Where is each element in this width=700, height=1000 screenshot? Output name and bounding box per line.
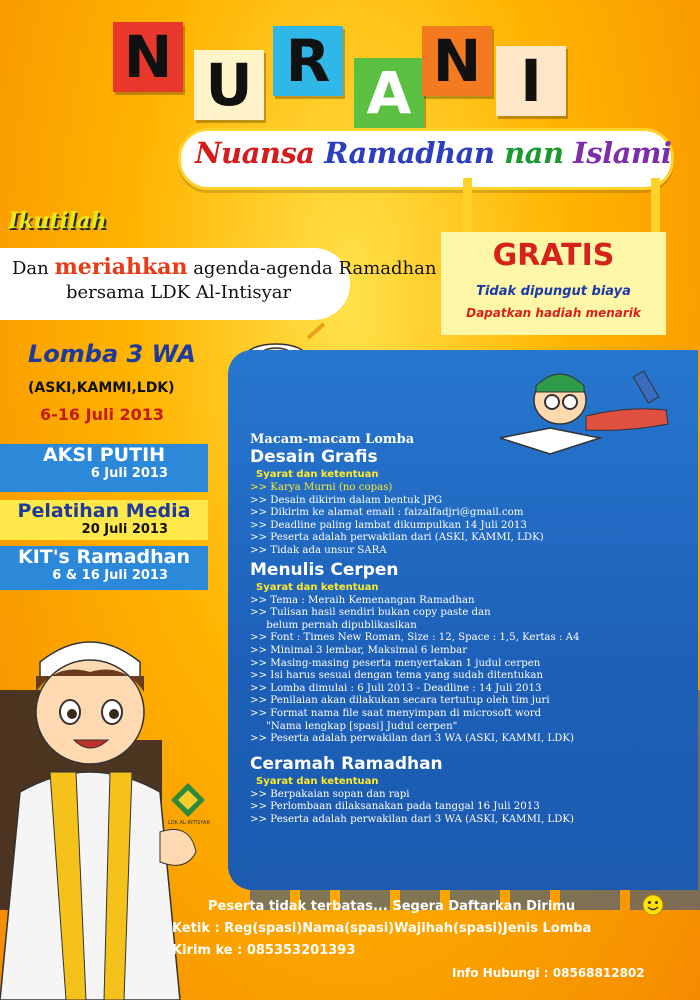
title-letter-n2: N [422,26,492,96]
title-letter-r: R [273,26,343,96]
invite-post: agenda-agenda Ramadhan [193,258,437,279]
footer-line3: Kirim ke : 085353201393 [172,943,356,958]
section-title-ceramah: Ceramah Ramadhan [250,753,443,774]
section-title-cerpen: Menulis Cerpen [250,559,399,580]
list-item: >> Peserta adalah perwakilan dari 3 WA (ASKI, KAMMI, LDK) [250,813,574,825]
event-aksi-putih [0,444,208,492]
title-letter-i: I [496,46,566,116]
invite-line1 [12,254,436,280]
section-title-desain: Desain Grafis [250,447,378,467]
list-item: >> Tema : Meraih Kemenangan Ramadhan [250,594,475,606]
banner-post-right [651,178,660,236]
ldk-logo [166,782,212,828]
list-item: >> Peserta adalah perwakilan dari 3 WA (ASKI, KAMMI, LDK) [250,733,574,745]
invite-pre: Dan [12,258,49,279]
list-item: >> Minimal 3 lembar, Maksimal 6 lembar [250,644,468,656]
list-item: >> Dikirim ke alamat email : faizalfadjri@gmail.com [250,507,524,519]
list-item: >> Peserta adalah perwakilan dari (ASKI, KAMMI, LDK) [250,532,544,544]
list-item: >> Desain dikirim dalam bentuk JPG [250,494,443,506]
invite-ikutilah: Ikutilah [8,208,107,234]
lomba-title: Lomba 3 WA [28,340,196,368]
list-item: >> Deadline paling lambat dikumpulkan 14 Juli 2013 [250,519,527,531]
list-item: >> Masing-masing peserta menyertakan 1 judul cerpen [250,657,541,669]
footer-line1: Peserta tidak terbatas... Segera Daftarkan Dirimu [208,899,576,914]
list-item: >> Penilaian akan dilakukan secara tertutup oleh tim juri [250,695,550,707]
lomba-date: 6-16 Juli 2013 [40,405,165,424]
list-item: >> Karya Murni (no copas) [250,482,393,493]
subtitle-word-ramadhan: Ramadhan [324,136,495,170]
cerpen-rules [250,595,690,746]
event-date: 6 & 16 Juli 2013 [52,568,168,583]
event-title: KIT's Ramadhan [17,546,191,568]
list-item: >> Tidak ada unsur SARA [250,544,387,556]
list-item: >> Berpakaian sopan dan rapi [250,788,410,800]
panel-heading: Macam-macam Lomba [250,432,415,447]
gratis-heading: GRATIS [492,238,615,273]
ceramah-rules [250,789,690,827]
title-letter-a: A [354,58,424,128]
gratis-line2: Dapatkan hadiah menarik [466,306,641,320]
list-item: >> Tulisan hasil sendiri bukan copy paste dan [250,607,491,619]
list-item: >> Perlombaan dilaksanakan pada tanggal 16 Juli 2013 [250,801,540,813]
event-pelatihan-media [0,500,208,540]
invite-highlight: meriahkan [54,254,188,280]
title-letter-u: U [194,50,264,120]
list-item: >> Format nama file saat menyimpan di microsoft word [250,707,542,719]
desain-rules [250,482,690,558]
smiley-icon [642,894,664,916]
title-letter-n: N [113,22,183,92]
section-req-label: Syarat dan ketentuan [256,581,379,593]
ldk-logo-text: LDK AL-INTISYAR [168,820,210,826]
subtitle-word-islami: Islami [573,136,672,170]
gratis-line1: Tidak dipungut biaya [476,284,631,299]
subtitle-word-nan: nan [504,136,564,170]
footer-line2: Ketik : Reg(spasi)Nama(spasi)Wajihah(spasi)Jenis Lomba [172,921,592,936]
section-req-label: Syarat dan ketentuan [256,775,379,787]
invite-line2: bersama LDK Al-Intisyar [66,282,292,303]
banner-post-left [463,178,472,236]
list-item: >> Isi harus sesuai dengan tema yang sudah ditentukan [250,670,544,682]
event-date: 20 Juli 2013 [81,522,168,537]
lomba-orgs: (ASKI,KAMMI,LDK) [28,380,175,396]
subtitle-word-nuansa: Nuansa [195,136,315,170]
event-kits-ramadhan [0,546,208,590]
footer-info: Info Hubungi : 08568812802 [452,966,645,980]
list-item: >> Font : Times New Roman, Size : 12, Space : 1,5, Kertas : A4 [250,632,580,644]
panel-content [250,432,690,826]
list-item: >> Lomba dimulai : 6 Juli 2013 - Deadline : 14 Juli 2013 [250,682,542,694]
list-item: "Nama lengkap [spasi] Judul cerpen" [250,720,458,732]
section-req-label: Syarat dan ketentuan [256,469,379,480]
list-item: belum pernah dipublikasikan [250,619,417,631]
event-title: Pelatihan Media [17,500,191,522]
subtitle-text [195,136,672,170]
event-date: 6 Juli 2013 [90,466,168,481]
event-title: AKSI PUTIH [42,444,166,466]
